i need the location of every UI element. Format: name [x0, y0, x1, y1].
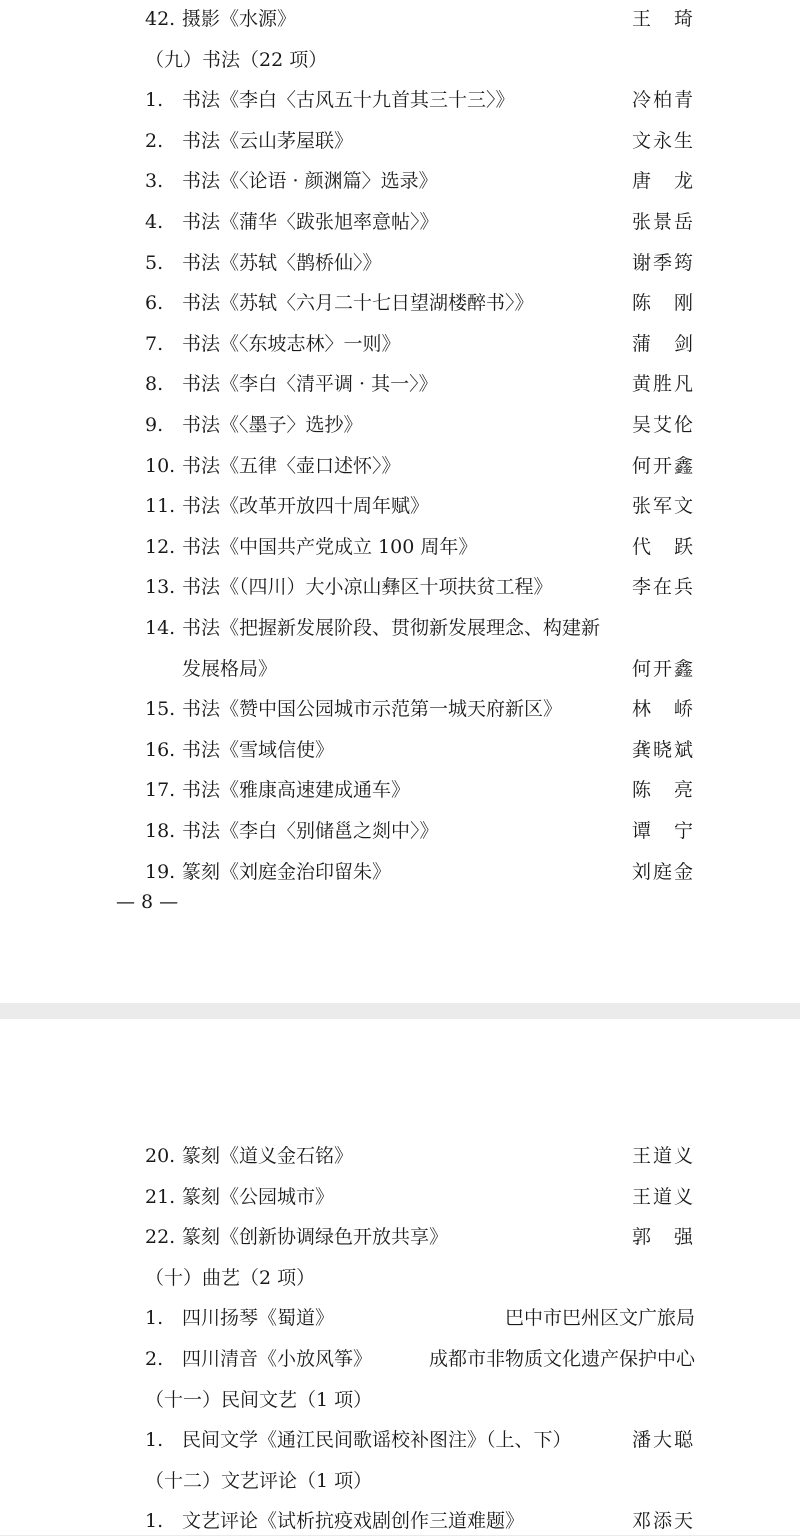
list-item: [0, 248, 800, 278]
item-number: 1.: [145, 1429, 164, 1452]
list-item: [0, 532, 800, 562]
item-author: 唐 龙: [631, 170, 695, 193]
item-number: 11.: [145, 495, 176, 518]
list-item: [0, 410, 800, 440]
list-item: [0, 775, 800, 805]
item-number: 7.: [145, 332, 164, 355]
list-item: [0, 1182, 800, 1212]
item-organization: 巴中市巴州区文广旅局: [504, 1307, 695, 1330]
item-author: 冷柏青: [631, 89, 695, 112]
item-author: 吴艾伦: [631, 414, 695, 436]
item-number: 16.: [145, 738, 176, 761]
item-title: 书法《〈论语 · 颜渊篇〉选录》: [182, 170, 438, 193]
item-number: 42.: [145, 8, 176, 30]
list-item: [0, 654, 800, 684]
list-item: [0, 85, 800, 115]
item-number: 1.: [145, 89, 164, 112]
list-item: [0, 694, 800, 724]
item-number: 13.: [145, 576, 176, 599]
document-page-2: [0, 1019, 800, 1535]
item-author: 蒲 剑: [631, 332, 695, 355]
item-number: 10.: [145, 454, 176, 477]
item-author: 王道义: [631, 1185, 695, 1208]
item-author: 郭 强: [631, 1226, 695, 1249]
item-number: 12.: [145, 535, 176, 558]
list-item: [0, 126, 800, 156]
item-author: 张景岳: [631, 211, 695, 233]
item-number: 2.: [145, 1348, 164, 1370]
item-title: 篆刻《刘庭金治印留朱》: [182, 860, 392, 883]
section-heading: [0, 1263, 800, 1293]
item-number: 20.: [145, 1145, 176, 1167]
section-heading: [0, 1385, 800, 1415]
item-author: 刘庭金: [631, 860, 695, 883]
item-number: 19.: [145, 860, 176, 883]
list-item: [0, 1506, 800, 1536]
list-item: [0, 1344, 800, 1374]
list-item: [0, 572, 800, 602]
item-author: 潘大聪: [631, 1429, 695, 1452]
item-title: 书法《苏轼〈鹊桥仙〉》: [182, 251, 382, 274]
list-item: [0, 4, 800, 34]
item-author: 黄胜凡: [631, 373, 695, 396]
item-title: 书法《改革开放四十周年赋》: [182, 495, 430, 518]
section-heading-text: （十二）文艺评论（1 项）: [145, 1469, 373, 1492]
item-title: 书法《（四川）大小凉山彝区十项扶贫工程》: [182, 576, 553, 599]
section-heading-text: （十一）民间文艺（1 项）: [145, 1388, 373, 1411]
item-title: 书法《云山茅屋联》: [182, 129, 354, 152]
list-item: [0, 735, 800, 765]
list-item: [0, 1425, 800, 1455]
section-heading: [0, 45, 800, 75]
item-number: 14.: [145, 617, 176, 639]
item-title: 书法《苏轼〈六月二十七日望湖楼醉书〉》: [182, 292, 534, 315]
item-author: 陈 亮: [631, 779, 695, 802]
item-number: 9.: [145, 414, 164, 436]
list-item: [0, 166, 800, 196]
item-title: 四川扬琴《蜀道》: [182, 1307, 335, 1330]
list-item: [0, 1141, 800, 1171]
item-author: 张军文: [631, 495, 695, 518]
item-title: 篆刻《公园城市》: [182, 1185, 335, 1208]
item-title: 四川清音《小放风筝》: [182, 1348, 373, 1370]
list-item: [0, 1303, 800, 1333]
item-number: 6.: [145, 292, 164, 315]
section-heading-text: （九）书法（22 项）: [145, 48, 328, 71]
item-author: 代 跃: [631, 535, 695, 558]
item-title: 书法《赞中国公园城市示范第一城天府新区》: [182, 698, 563, 721]
list-item: [0, 207, 800, 237]
item-title: 书法《〈东坡志林〉一则》: [182, 332, 401, 355]
item-title: 书法《中国共产党成立 100 周年》: [182, 535, 478, 558]
list-item: [0, 329, 800, 359]
item-number: 15.: [145, 698, 176, 721]
list-item: [0, 816, 800, 846]
list-item: [0, 857, 800, 887]
list-item: [0, 613, 800, 643]
item-title: 书法《李白〈清平调 · 其一〉》: [182, 373, 438, 396]
item-title-continuation: 发展格局》: [182, 657, 278, 680]
item-number: 3.: [145, 170, 164, 193]
item-title: 文艺评论《试析抗疫戏剧创作三道难题》: [182, 1510, 525, 1533]
list-item: [0, 288, 800, 318]
item-title: 民间文学《通江民间歌谣校补图注》（上、下）: [182, 1429, 572, 1452]
section-heading: [0, 1466, 800, 1496]
item-author: 李在兵: [631, 576, 695, 599]
item-number: 2.: [145, 129, 164, 152]
item-author: 林 峤: [631, 698, 695, 721]
item-number: 1.: [145, 1510, 164, 1533]
item-organization: 成都市非物质文化遗产保护中心: [428, 1348, 695, 1370]
item-author: 谭 宁: [631, 820, 695, 842]
item-title: 书法《雪域信使》: [182, 738, 335, 761]
item-title: 书法《李白〈别储邕之剡中〉》: [182, 820, 439, 842]
item-title: 篆刻《道义金石铭》: [182, 1145, 354, 1167]
item-author: 邓添天: [631, 1510, 695, 1533]
item-author: 何开鑫: [631, 454, 695, 477]
item-number: 1.: [145, 1307, 164, 1330]
item-number: 17.: [145, 779, 176, 802]
page-number: — 8 —: [116, 891, 179, 913]
item-number: 18.: [145, 820, 176, 842]
item-author: 谢季筠: [631, 251, 695, 274]
item-number: 5.: [145, 251, 164, 274]
item-title: 书法《雅康高速建成通车》: [182, 779, 411, 802]
item-title: 书法《〈墨子〉选抄》: [182, 414, 363, 436]
list-item: [0, 369, 800, 399]
list-item: [0, 1222, 800, 1252]
item-author: 王道义: [631, 1145, 695, 1167]
item-author: 龚晓斌: [631, 738, 695, 761]
item-title: 书法《李白〈古风五十九首其三十三〉》: [182, 89, 515, 112]
item-author: 陈 刚: [631, 292, 695, 315]
item-author: 文永生: [631, 129, 695, 152]
list-item: [0, 451, 800, 481]
item-number: 21.: [145, 1185, 176, 1208]
item-title: 书法《五律〈壶口述怀〉》: [182, 454, 401, 477]
item-title: 书法《把握新发展阶段、贯彻新发展理念、构建新: [182, 617, 601, 639]
section-heading-text: （十）曲艺（2 项）: [145, 1266, 316, 1289]
item-author: 王 琦: [631, 8, 695, 30]
item-title: 摄影《水源》: [182, 8, 297, 30]
item-title: 篆刻《创新协调绿色开放共享》: [182, 1226, 449, 1249]
item-author: 何开鑫: [631, 657, 695, 680]
item-number: 22.: [145, 1226, 176, 1249]
item-number: 8.: [145, 373, 164, 396]
item-number: 4.: [145, 211, 164, 233]
list-item: [0, 491, 800, 521]
item-title: 书法《蒲华〈跋张旭率意帖〉》: [182, 211, 439, 233]
